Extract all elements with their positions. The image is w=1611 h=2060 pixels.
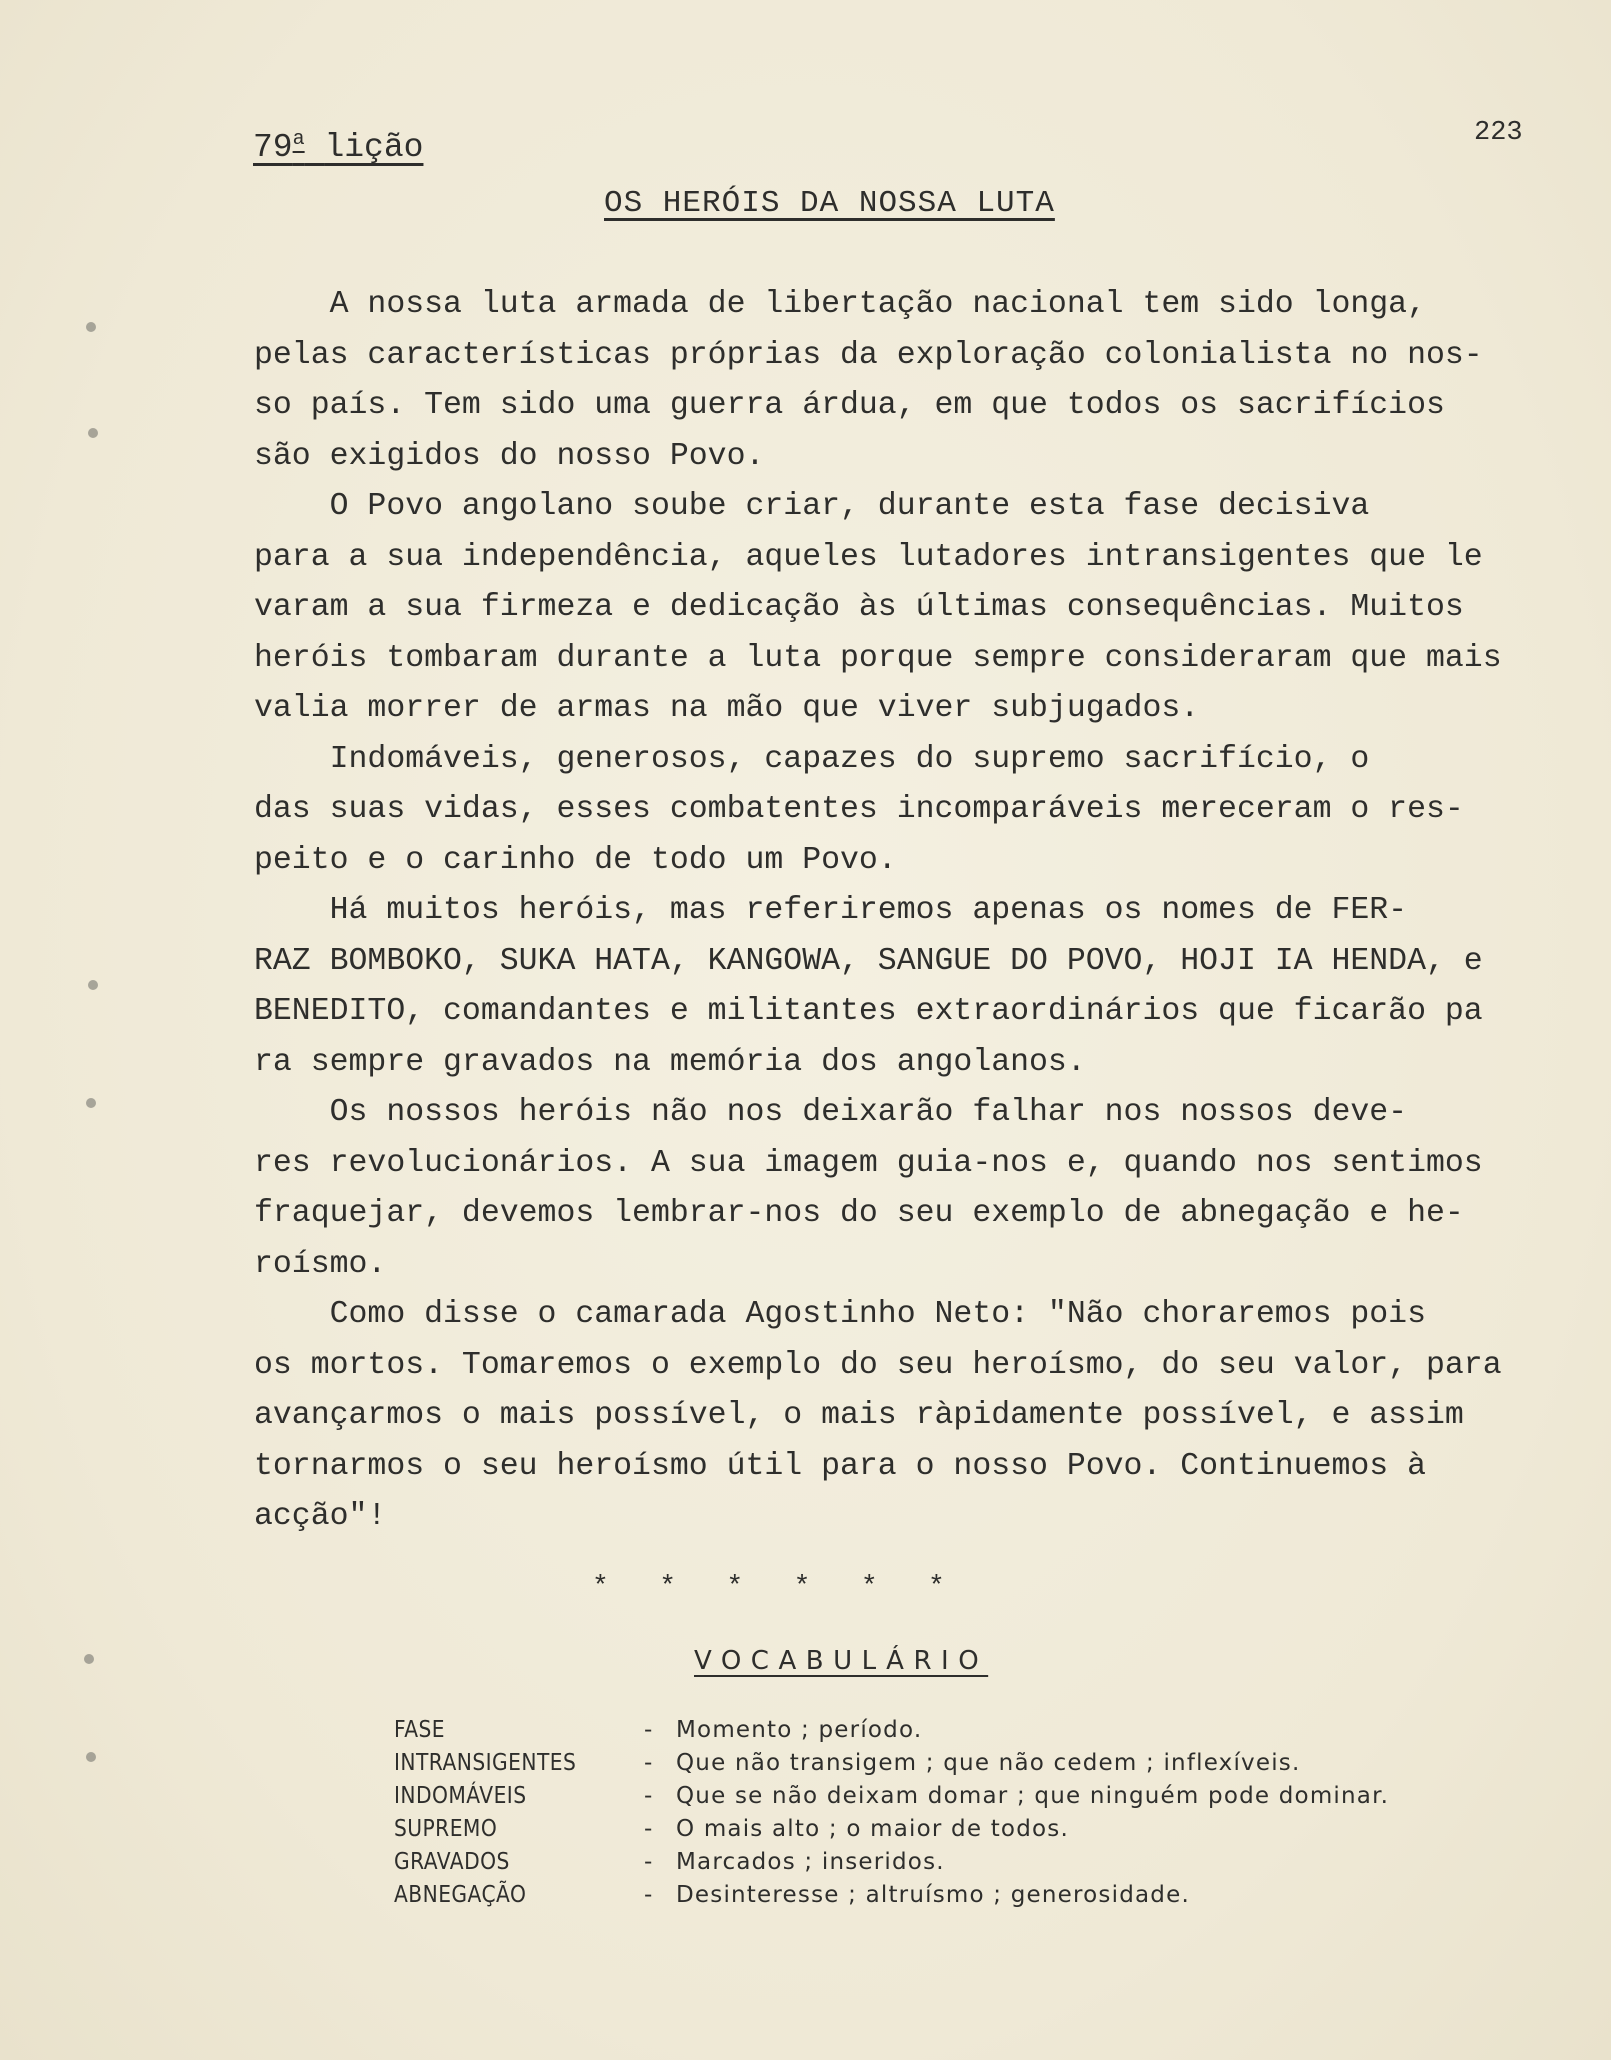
body-line: BENEDITO, comandantes e militantes extraordinários que ficarão pa bbox=[254, 994, 1483, 1029]
body-line: varam a sua firmeza e dedicação às últimas consequências. Muitos bbox=[254, 590, 1464, 625]
vocabulary-dash: - bbox=[644, 1750, 654, 1776]
vocabulary-dash: - bbox=[644, 1882, 654, 1908]
vocabulary-term: INTRANSIGENTES bbox=[394, 1750, 577, 1776]
punch-hole-mark bbox=[84, 1654, 94, 1664]
body-line: valia morrer de armas na mão que viver subjugados. bbox=[254, 691, 1200, 726]
vocabulary-entry bbox=[394, 1747, 1389, 1780]
lesson-label bbox=[253, 128, 423, 166]
punch-hole-mark bbox=[88, 980, 98, 990]
punch-hole-mark bbox=[86, 1752, 96, 1762]
vocabulary-entry bbox=[394, 1846, 1389, 1879]
body-line: são exigidos do nosso Povo. bbox=[254, 438, 765, 474]
vocabulary-dash: - bbox=[644, 1849, 654, 1875]
body-line: pelas características próprias da exploração colonialista no nos- bbox=[254, 337, 1483, 373]
vocabulary-dash: - bbox=[644, 1783, 654, 1809]
body-line: ra sempre gravados na memória dos angolanos. bbox=[254, 1044, 1086, 1080]
body-line: fraquejar, devemos lembrar-nos do seu exemplo de abnegação e he- bbox=[254, 1196, 1464, 1231]
body-line: so país. Tem sido uma guerra árdua, em que todos os sacrifícios bbox=[254, 388, 1445, 423]
vocabulary-definition: Marcados ; inseridos. bbox=[676, 1849, 945, 1875]
vocabulary-definition: Que se não deixam domar ; que ninguém pode dominar. bbox=[676, 1783, 1390, 1809]
body-line: RAZ BOMBOKO, SUKA HATA, KANGOWA, SANGUE DO POVO, HOJI IA HENDA, e bbox=[254, 943, 1483, 979]
lesson-number: 79 bbox=[253, 129, 293, 166]
body-line: heróis tombaram durante a luta porque sempre consideraram que mais bbox=[254, 640, 1502, 676]
body-line: Indomáveis, generosos, capazes do supremo sacrifício, o bbox=[254, 741, 1370, 777]
vocabulary-definition: Momento ; período. bbox=[676, 1717, 923, 1743]
vocabulary-term: ABNEGAÇÃO bbox=[394, 1882, 527, 1908]
punch-hole-mark bbox=[86, 1098, 96, 1108]
punch-hole-mark bbox=[88, 428, 98, 438]
body-line: das suas vidas, esses combatentes incomparáveis mereceram o res- bbox=[254, 792, 1464, 827]
body-line: Há muitos heróis, mas referiremos apenas os nomes de FER- bbox=[254, 893, 1408, 928]
lesson-number-superscript: a bbox=[292, 128, 305, 151]
vocabulary-definition: O mais alto ; o maior de todos. bbox=[676, 1816, 1069, 1842]
body-line: peito e o carinho de todo um Povo. bbox=[254, 842, 897, 878]
body-line: avançarmos o mais possível, o mais ràpidamente possível, e assim bbox=[254, 1398, 1464, 1433]
body-line: Os nossos heróis não nos deixarão falhar nos nossos deve- bbox=[254, 1095, 1408, 1130]
punch-hole-mark bbox=[86, 322, 96, 332]
vocabulary-entry bbox=[394, 1813, 1389, 1846]
body-line: res revolucionários. A sua imagem guia-nos e, quando nos sentimos bbox=[254, 1145, 1483, 1181]
lesson-word: lição bbox=[324, 129, 424, 166]
vocabulary-list bbox=[394, 1714, 1389, 1912]
vocabulary-term: FASE bbox=[394, 1717, 446, 1743]
body-line: tornarmos o seu heroísmo útil para o nosso Povo. Continuemos à bbox=[254, 1448, 1426, 1484]
vocabulary-entry bbox=[394, 1714, 1389, 1747]
section-separator: * * * * * * bbox=[592, 1572, 945, 1603]
vocabulary-dash: - bbox=[644, 1717, 654, 1743]
vocabulary-dash: - bbox=[644, 1816, 654, 1842]
vocabulary-term: SUPREMO bbox=[394, 1816, 498, 1842]
vocabulary-entry bbox=[394, 1780, 1389, 1813]
page-title: OS HERÓIS DA NOSSA LUTA bbox=[604, 186, 1055, 221]
body-line: O Povo angolano soube criar, durante esta fase decisiva bbox=[254, 489, 1370, 524]
vocabulary-entry bbox=[394, 1879, 1389, 1912]
vocabulary-title: VOCABULÁRIO bbox=[694, 1646, 989, 1676]
body-line: A nossa luta armada de libertação nacional tem sido longa, bbox=[254, 287, 1426, 322]
body-line: Como disse o camarada Agostinho Neto: "Não choraremos pois bbox=[254, 1297, 1426, 1332]
vocabulary-term: INDOMÁVEIS bbox=[394, 1783, 527, 1809]
body-line: roísmo. bbox=[254, 1246, 387, 1282]
vocabulary-definition: Que não transigem ; que não cedem ; inflexíveis. bbox=[676, 1750, 1301, 1776]
body-line: para a sua independência, aqueles lutadores intransigentes que le bbox=[254, 539, 1483, 575]
body-text bbox=[254, 280, 1554, 1543]
body-line: os mortos. Tomaremos o exemplo do seu heroísmo, do seu valor, para bbox=[254, 1347, 1502, 1383]
vocabulary-term: GRAVADOS bbox=[394, 1849, 510, 1875]
body-line: acção"! bbox=[254, 1499, 387, 1534]
page-number: 223 bbox=[1474, 118, 1523, 148]
vocabulary-definition: Desinteresse ; altruísmo ; generosidade. bbox=[676, 1882, 1190, 1908]
